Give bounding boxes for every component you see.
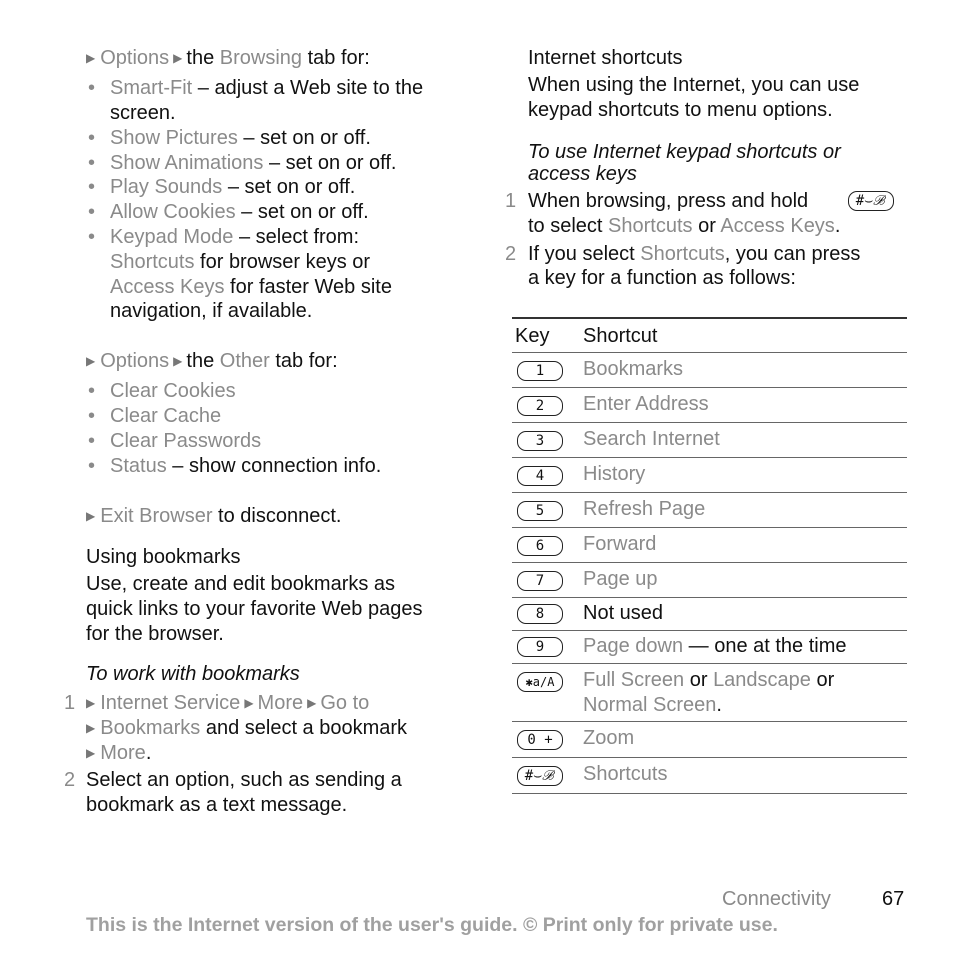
shortcut-refresh-page[interactable]: Refresh Page xyxy=(583,498,706,520)
hash-key-icon: #⌣ℬ xyxy=(848,191,894,211)
section-heading: Using bookmarks xyxy=(86,546,241,568)
table-row: 9 Page down — one at the time xyxy=(512,630,907,663)
bullet-icon: • xyxy=(88,226,96,248)
arrow-right-icon: ▶ xyxy=(307,696,317,710)
menu-keypad-mode[interactable]: Keypad Mode xyxy=(110,226,234,248)
table-row xyxy=(512,527,907,562)
list-item-cont: screen. xyxy=(110,102,176,124)
key-0-icon: 0 + xyxy=(517,730,563,750)
list-item: Show Pictures – set on or off. xyxy=(110,127,371,149)
bullet-icon: • xyxy=(88,152,96,174)
arrow-right-icon: ▶ xyxy=(86,746,96,760)
table-row xyxy=(512,457,907,492)
table-row xyxy=(512,597,907,630)
arrow-right-icon: ▶ xyxy=(173,51,183,65)
step-line xyxy=(86,691,369,717)
bullet-icon: • xyxy=(88,176,96,198)
key-9-icon: 9 xyxy=(517,637,563,657)
menu-play-sounds[interactable]: Play Sounds xyxy=(110,176,223,198)
table-row xyxy=(512,562,907,597)
step-line: ▶ Bookmarks and select a bookmark xyxy=(86,717,408,739)
column-header-shortcut: Shortcut xyxy=(583,325,658,347)
menu-more[interactable]: More xyxy=(100,742,146,764)
step-line: When browsing, press and hold xyxy=(528,190,809,212)
bullet-icon: • xyxy=(88,77,96,99)
menu-access-keys[interactable]: Access Keys xyxy=(720,215,835,237)
arrow-right-icon: ▶ xyxy=(173,354,183,368)
browsing-tab-line: ▶ Options ▶ the Browsing tab for: xyxy=(86,47,370,69)
menu-shortcuts[interactable]: Shortcuts xyxy=(110,251,195,273)
bullet-icon: • xyxy=(88,201,96,223)
shortcut-zoom[interactable]: Zoom xyxy=(583,727,635,749)
shortcut-search-internet[interactable]: Search Internet xyxy=(583,428,720,450)
step-line: Select an option, such as sending a xyxy=(86,769,402,791)
table-row xyxy=(512,757,907,794)
step-line: a key for a function as follows: xyxy=(528,267,796,289)
key-2-icon: 2 xyxy=(517,396,563,416)
shortcut-bookmarks[interactable]: Bookmarks xyxy=(583,358,684,380)
footer-section-name: Connectivity xyxy=(722,888,831,910)
step-line: to select Shortcuts or Access Keys. xyxy=(528,215,841,237)
bullet-icon: • xyxy=(88,455,96,477)
step-number: 2 xyxy=(505,243,517,265)
paragraph-line: Use, create and edit bookmarks as xyxy=(86,573,396,595)
menu-status[interactable]: Status xyxy=(110,455,167,477)
paragraph-line: for the browser. xyxy=(86,623,224,645)
step-number: 1 xyxy=(64,692,76,714)
menu-options-link[interactable]: Options xyxy=(100,350,170,372)
shortcut-shortcuts[interactable]: Shortcuts xyxy=(583,763,668,785)
shortcut-not-used: Not used xyxy=(583,602,664,624)
paragraph-line: keypad shortcuts to menu options. xyxy=(528,99,833,121)
key-4-icon: 4 xyxy=(517,466,563,486)
menu-smart-fit[interactable]: Smart-Fit xyxy=(110,77,193,99)
menu-bookmarks[interactable]: Bookmarks xyxy=(100,717,201,739)
subsection-heading: To work with bookmarks xyxy=(86,663,300,685)
shortcut-normal-screen[interactable]: Normal Screen xyxy=(583,694,717,716)
paragraph-line: quick links to your favorite Web pages xyxy=(86,598,423,620)
table-row xyxy=(512,387,907,422)
bullet-icon: • xyxy=(88,127,96,149)
step-line: ▶ More. xyxy=(86,742,152,764)
menu-internet-service[interactable]: Internet Service xyxy=(100,692,241,714)
list-item: Show Animations – set on or off. xyxy=(110,152,397,174)
table-row xyxy=(512,492,907,527)
list-item: Keypad Mode – select from: xyxy=(110,226,360,248)
exit-line: ▶ Exit Browser to disconnect. xyxy=(86,505,342,527)
key-6-icon: 6 xyxy=(517,536,563,556)
bullet-icon: • xyxy=(88,405,96,427)
menu-browsing-link[interactable]: Browsing xyxy=(219,47,303,69)
step-line: bookmark as a text message. xyxy=(86,794,348,816)
page-number: 67 xyxy=(882,888,905,910)
list-item-cont: navigation, if available. xyxy=(110,300,313,322)
list-item-cont: Access Keys for faster Web site xyxy=(110,276,392,298)
arrow-right-icon: ▶ xyxy=(86,721,96,735)
menu-shortcuts[interactable]: Shortcuts xyxy=(640,243,725,265)
menu-options-link[interactable]: Options xyxy=(100,47,170,69)
arrow-right-icon: ▶ xyxy=(244,696,254,710)
key-8-icon: 8 xyxy=(517,604,563,624)
key-5-icon: 5 xyxy=(517,501,563,521)
arrow-right-icon: ▶ xyxy=(86,51,96,65)
shortcut-page-down[interactable]: Page down xyxy=(583,635,684,657)
arrow-right-icon: ▶ xyxy=(86,354,96,368)
list-item: Smart-Fit – adjust a Web site to the xyxy=(110,77,424,99)
table-row xyxy=(512,422,907,457)
list-item: Play Sounds – set on or off. xyxy=(110,176,356,198)
menu-access-keys[interactable]: Access Keys xyxy=(110,276,225,298)
footer-note: This is the Internet version of the user's guide. © Print only for private use. xyxy=(86,914,778,936)
arrow-right-icon: ▶ xyxy=(86,696,96,710)
shortcut-enter-address[interactable]: Enter Address xyxy=(583,393,709,415)
step-number: 1 xyxy=(505,190,517,212)
list-item-cont: Shortcuts for browser keys or xyxy=(110,251,371,273)
arrow-right-icon: ▶ xyxy=(86,509,96,523)
menu-show-pictures[interactable]: Show Pictures xyxy=(110,127,238,149)
key-3-icon: 3 xyxy=(517,431,563,451)
hash-key-icon: #⌣ℬ xyxy=(517,766,563,786)
key-7-icon: 7 xyxy=(517,571,563,591)
other-tab-line: ▶ Options ▶ the Other tab for: xyxy=(86,350,338,372)
shortcut-landscape[interactable]: Landscape xyxy=(713,669,811,691)
table-header-row xyxy=(512,317,907,352)
menu-exit-browser[interactable]: Exit Browser xyxy=(100,505,213,527)
bullet-icon: • xyxy=(88,380,96,402)
subsection-heading: access keys xyxy=(528,163,637,185)
shortcut-forward[interactable]: Forward xyxy=(583,533,657,555)
menu-more[interactable]: More xyxy=(257,692,304,714)
menu-clear-passwords[interactable]: Clear Passwords xyxy=(110,430,262,452)
menu-go-to[interactable]: Go to xyxy=(320,692,370,714)
table-row: ✱a/A Full Screen or Landscape or Normal Screen. xyxy=(512,663,907,721)
table-row xyxy=(512,352,907,387)
menu-show-animations[interactable]: Show Animations xyxy=(110,152,264,174)
step-number: 2 xyxy=(64,769,76,791)
menu-clear-cache[interactable]: Clear Cache xyxy=(110,405,222,427)
table-row xyxy=(512,721,907,757)
star-key-icon: ✱a/A xyxy=(517,672,563,692)
shortcut-full-screen[interactable]: Full Screen xyxy=(583,669,685,691)
list-item: Allow Cookies – set on or off. xyxy=(110,201,369,223)
section-heading: Internet shortcuts xyxy=(528,47,683,69)
menu-shortcuts[interactable]: Shortcuts xyxy=(608,215,693,237)
shortcut-table xyxy=(512,317,907,794)
list-item: Status – show connection info. xyxy=(110,455,382,477)
bullet-icon: • xyxy=(88,430,96,452)
subsection-heading: To use Internet keypad shortcuts or xyxy=(528,141,841,163)
menu-other-link[interactable]: Other xyxy=(219,350,270,372)
step-line: If you select Shortcuts, you can press xyxy=(528,243,861,265)
paragraph-line: When using the Internet, you can use xyxy=(528,74,860,96)
shortcut-page-up[interactable]: Page up xyxy=(583,568,658,590)
shortcut-history[interactable]: History xyxy=(583,463,646,485)
key-1-icon: 1 xyxy=(517,361,563,381)
menu-clear-cookies[interactable]: Clear Cookies xyxy=(110,380,236,402)
menu-allow-cookies[interactable]: Allow Cookies xyxy=(110,201,236,223)
column-header-key: Key xyxy=(515,325,550,347)
